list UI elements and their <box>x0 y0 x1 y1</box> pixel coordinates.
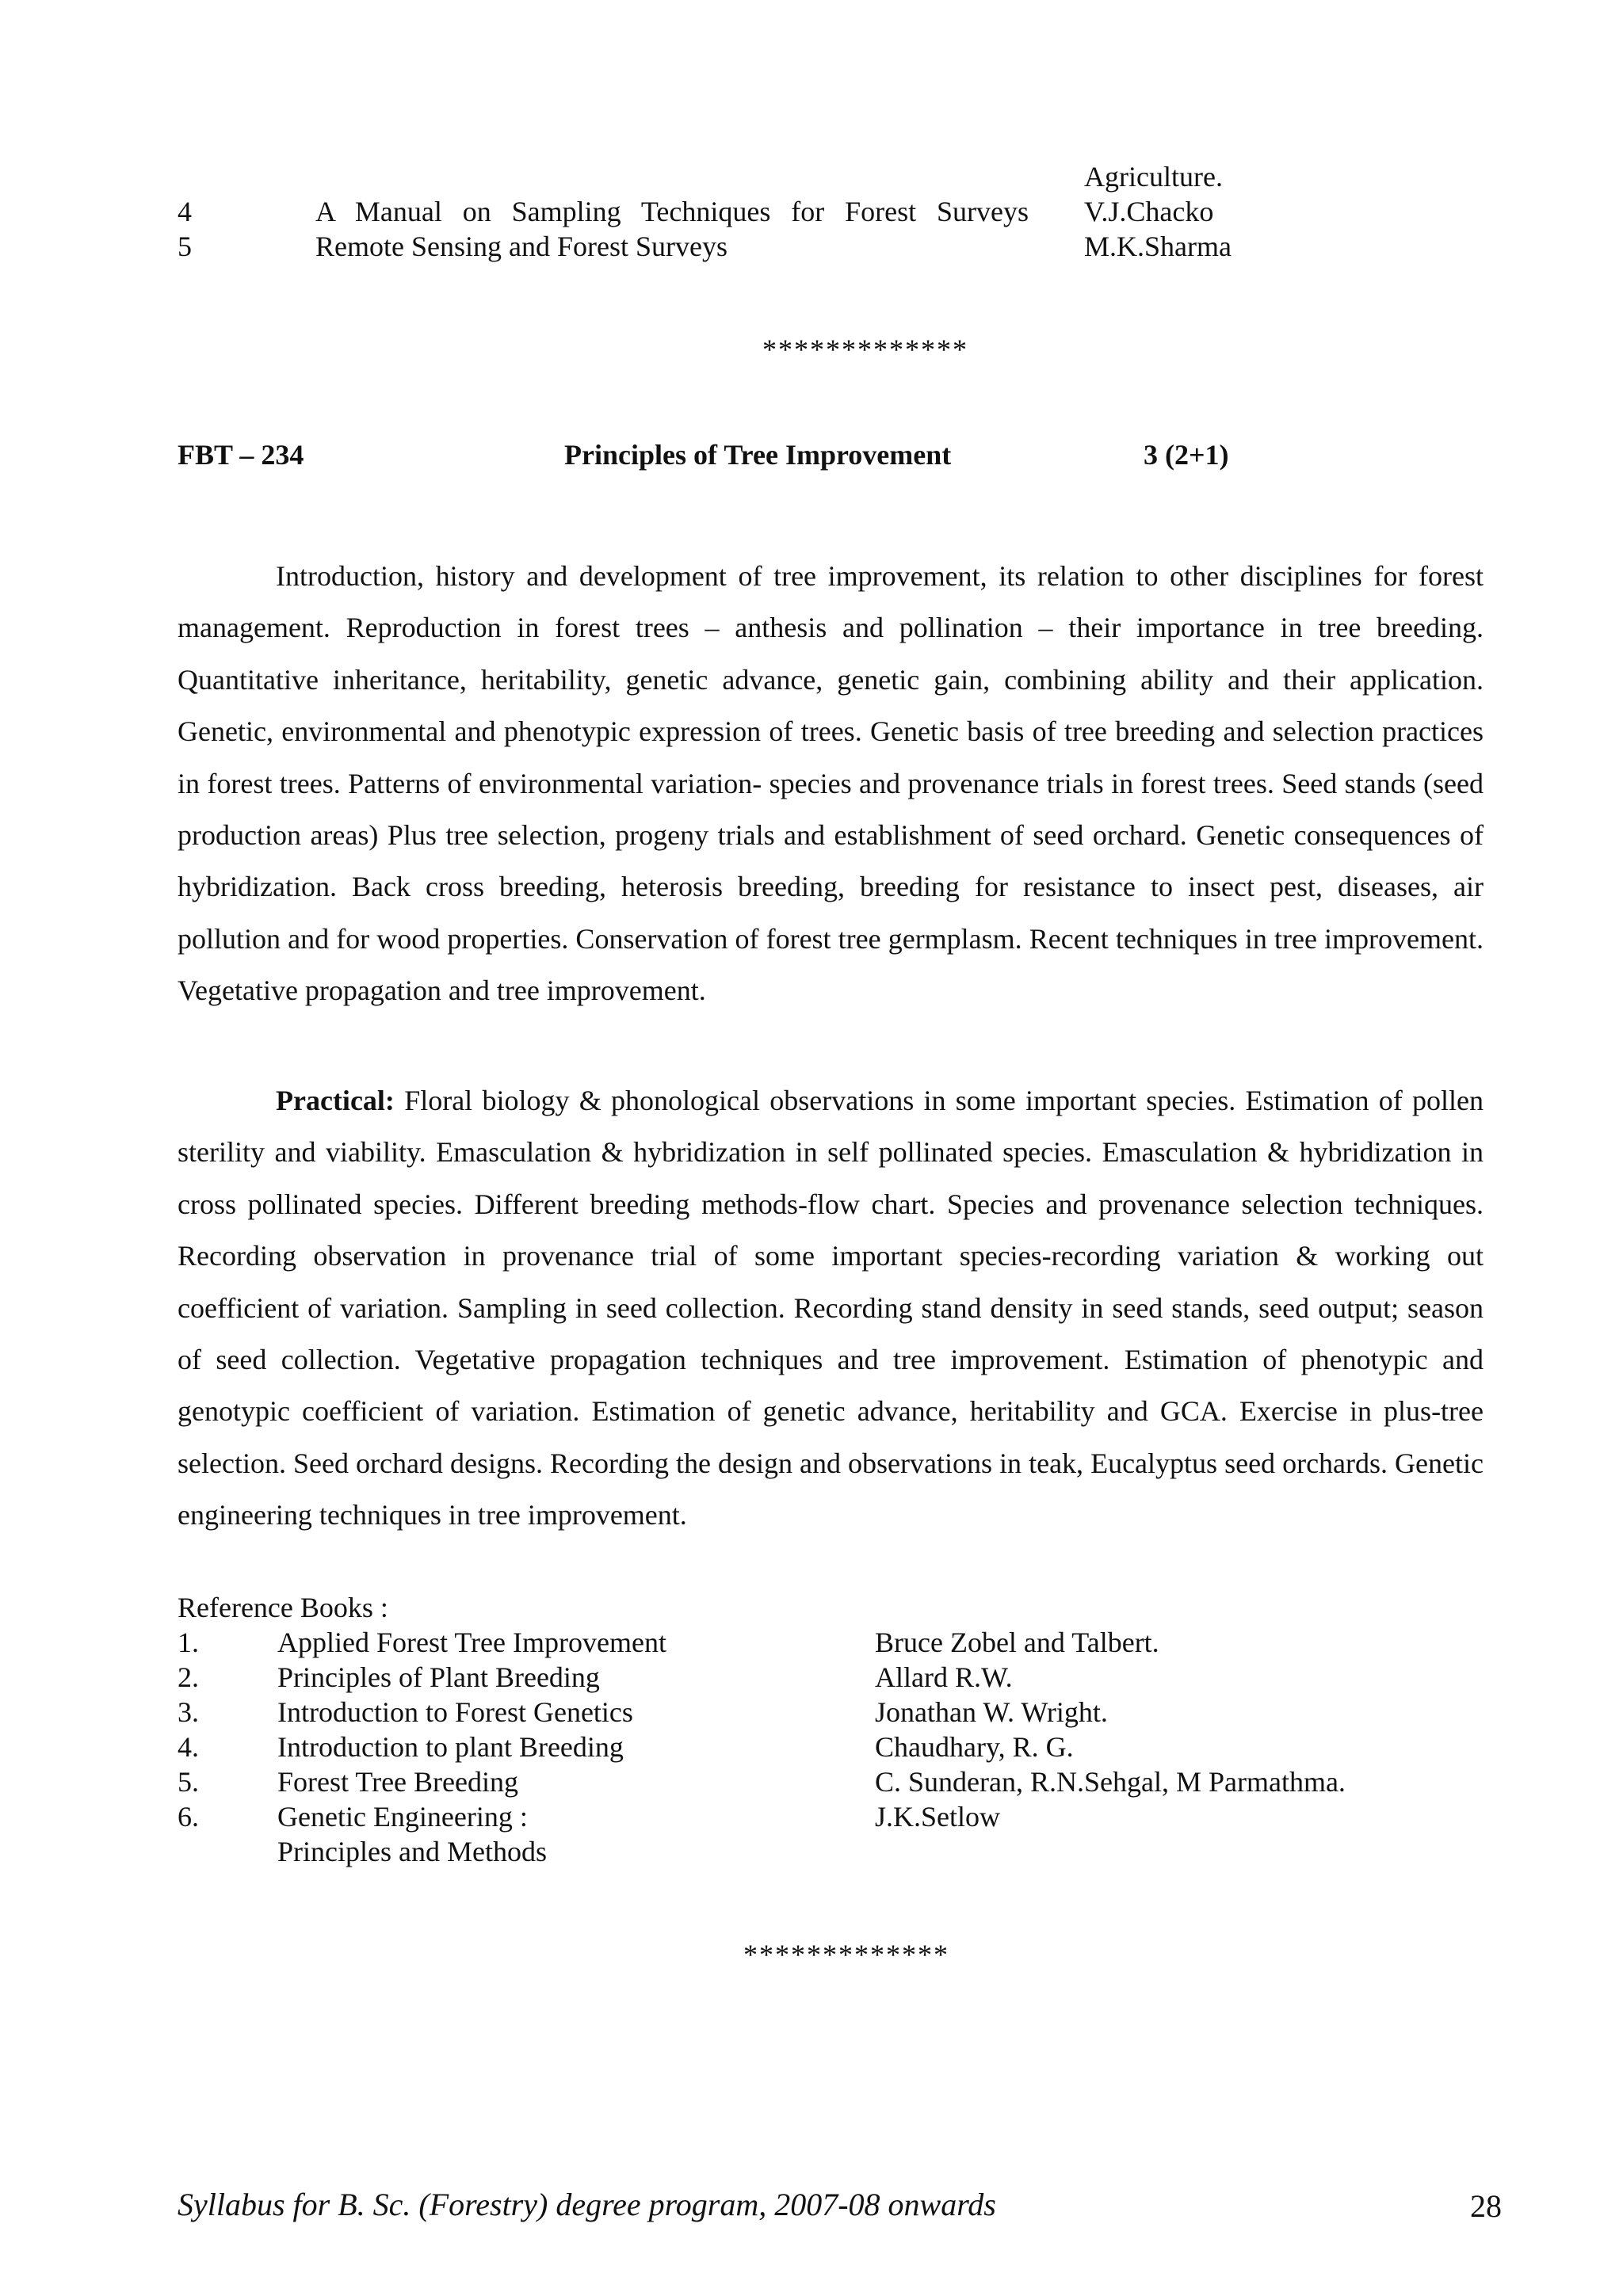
practical-paragraph <box>178 1075 1484 1542</box>
ref-author: V.J.Chacko <box>1084 196 1214 227</box>
book-title: Principles of Plant Breeding <box>277 1661 600 1693</box>
course-title: Principles of Tree Improvement <box>564 439 952 471</box>
theory-text: Introduction, history and development of tree improvement, its relation to other disciplines for forest management. Reproduction in forest trees – anthesis and pollination – their importance in tree breeding. Quantitative inheritance, heritability, genetic advance, genetic gain, combining ability and their application. Genetic, environmental and phenotypic expression of trees. Genetic basis of tree breeding and selection practices in forest trees. Patterns of environmental variation- species and provenance trials in forest trees. Seed stands (seed production areas) Plus tree selection, progeny trials and establishment of seed orchard. Genetic consequences of hybridization. Back cross breeding, heterosis breeding, breeding for resistance to insect pest, diseases, air pollution and for wood properties. Conservation of forest tree germplasm. Recent techniques in tree improvement. Vegetative propagation and tree improvement. <box>178 560 1484 1007</box>
book-author: Allard R.W. <box>875 1661 1013 1693</box>
book-title-continuation: Principles and Methods <box>277 1836 547 1867</box>
book-title: Forest Tree Breeding <box>277 1766 518 1798</box>
separator: ************* <box>762 334 968 365</box>
ref-number: 4 <box>178 196 192 227</box>
book-author: C. Sunderan, R.N.Sehgal, M Parmathma. <box>875 1766 1346 1798</box>
book-title: Genetic Engineering : <box>277 1801 528 1833</box>
footer-text: Syllabus for B. Sc. (Forestry) degree program, 2007-08 onwards <box>178 2187 996 2222</box>
separator: ************* <box>743 1939 949 1970</box>
book-number: 6. <box>178 1801 199 1833</box>
book-author: Jonathan W. Wright. <box>875 1696 1108 1728</box>
course-credits: 3 (2+1) <box>1144 439 1229 471</box>
book-number: 3. <box>178 1696 199 1728</box>
book-title: Introduction to Forest Genetics <box>277 1696 633 1728</box>
ref-author: M.K.Sharma <box>1084 231 1232 262</box>
book-author: J.K.Setlow <box>875 1801 1001 1833</box>
page-number: 28 <box>1470 2188 1502 2224</box>
theory-paragraph <box>178 551 1484 1017</box>
ref-number: 5 <box>178 231 192 262</box>
ref-title: A Manual on Sampling Techniques for Forest Surveys <box>315 196 1029 227</box>
practical-text: Floral biology & phonological observations in some important species. Estimation of pollen sterility and viability. Emasculation & hybridization in self pollinated species. Emasculation & hybridization in cross pollinated species. Different breeding methods-flow chart. Species and provenance selection techniques. Recording observation in provenance trial of some important species-recording variation & working out coefficient of variation. Sampling in seed collection. Recording stand density in seed stands, seed output; season of seed collection. Vegetative propagation techniques and tree improvement. Estimation of phenotypic and genotypic coefficient of variation. Estimation of genetic advance, heritability and GCA. Exercise in plus-tree selection. Seed orchard designs. Recording the design and observations in teak, Eucalyptus seed orchards. Genetic engineering techniques in tree improvement. <box>178 1085 1484 1531</box>
book-number: 5. <box>178 1766 199 1798</box>
book-author: Chaudhary, R. G. <box>875 1731 1074 1763</box>
ref-continuation: Agriculture. <box>1084 161 1223 193</box>
book-number: 4. <box>178 1731 199 1763</box>
book-author: Bruce Zobel and Talbert. <box>875 1627 1159 1658</box>
reference-books-heading: Reference Books : <box>178 1592 388 1623</box>
book-number: 2. <box>178 1661 199 1693</box>
practical-label: Practical: <box>276 1085 395 1116</box>
book-title: Applied Forest Tree Improvement <box>277 1627 666 1658</box>
course-code: FBT – 234 <box>178 439 304 471</box>
book-number: 1. <box>178 1627 199 1658</box>
ref-title: Remote Sensing and Forest Surveys <box>315 231 727 262</box>
book-title: Introduction to plant Breeding <box>277 1731 624 1763</box>
